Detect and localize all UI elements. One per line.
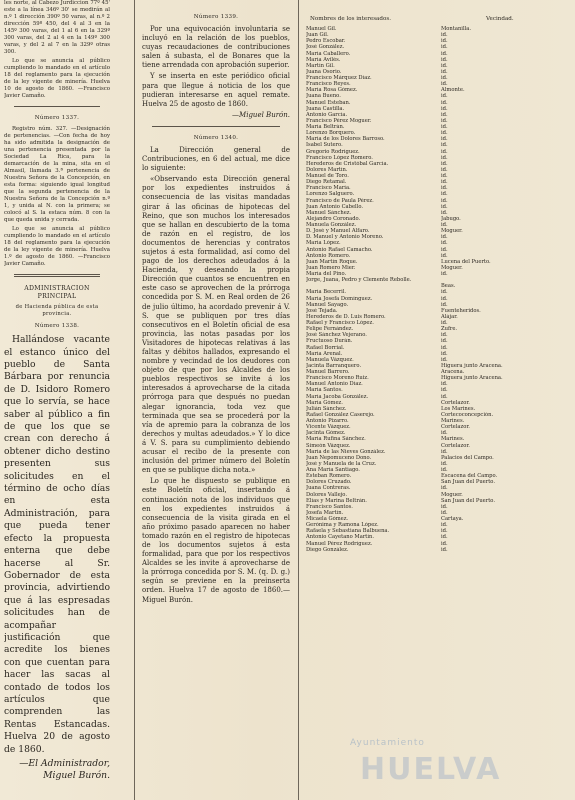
person-name: Martín Gil. [306, 62, 335, 69]
vecindad: id. [441, 467, 448, 473]
vecindad: id. [441, 173, 448, 179]
vecindad: id. [441, 81, 448, 88]
vecindad: id. [441, 68, 448, 75]
person-name: D. José y Manuel Alfaro. [306, 228, 370, 235]
person-name: Francisco Pérez Moguer. [306, 117, 372, 124]
directorate-intro-paragraph: La Dirección general de Contribuciones, en 6 del actual, me dice lo siguiente: [142, 145, 290, 173]
person-name: Diego Retamal. [306, 179, 347, 186]
vecindad: id. [441, 136, 448, 143]
vecindad: id. [441, 509, 448, 516]
person-name: Juana Contreras. [306, 485, 351, 492]
person-name: María Jacoba González. [306, 393, 369, 400]
person-name: Francisco María. [306, 185, 351, 192]
person-name: Micaela Gómez. [306, 516, 349, 522]
person-name: D. Manuel y Antonio Moreno. [306, 234, 384, 241]
vecindad: id. [441, 350, 448, 357]
column-right-list [306, 0, 569, 800]
vecindad: id. [441, 179, 448, 186]
person-name: Antonio Pizarro. [306, 418, 349, 424]
person-name: Antonio Romero. [306, 252, 351, 259]
person-name: María Santos. [306, 387, 343, 394]
vecindad: id. [441, 44, 448, 51]
person-name: Rafael González Caserejo. [306, 411, 375, 418]
person-name: Manuela González. [306, 222, 357, 228]
vecindad: id. [441, 271, 448, 277]
vecindad: id. [441, 503, 448, 510]
vecindad: id. [441, 344, 448, 351]
person-name: Antonio Rafael Camacho. [306, 246, 373, 253]
person-name: Julián Sánchez. [306, 405, 347, 412]
double-divider [14, 274, 100, 277]
person-name: Jorge, Juana, Pedro y Clemente Rebolle. [306, 277, 412, 284]
vecindad: Moguer. [441, 264, 463, 271]
divider-2 [152, 126, 280, 127]
divider [14, 106, 100, 107]
tobacco-shop-vacancy-paragraph: Hallándose vacante el estanco único del pueblo de Santa Bárbara por renuncia de D. Isidoro Romero que lo servía, se hace saber al público a fin de que los que se crean con derecho á obtener dicho destino presenten sus solicitudes en el término de ocho días en esta Administración, para que pueda tener efecto la propuesta enterna que debe hacerse al Sr. Gobernador de esta provincia, advirtiendo que á las espresadas solicitudes han de acompañar justificación que acredite los bienes con que cuentan para hacer las sacas al contado de todos los artículos que comprenden las Rentas Estancadas. Huelva 20 de agosto de 1860. [4, 334, 110, 755]
vecindad: id. [441, 540, 448, 547]
vecindad: id. [441, 356, 448, 363]
vecindad: id. [441, 130, 448, 137]
person-name: Antonio García. [306, 111, 348, 118]
person-name: Dolores Martín. [306, 166, 348, 173]
person-name: Francisco López Romero. [306, 154, 373, 161]
vecindad: id. [441, 185, 448, 192]
person-name: Isabel Sutero. [306, 142, 343, 149]
vecindad: San Juan del Puerto. [441, 497, 495, 504]
vecindad: Montanilla. [441, 26, 472, 32]
person-name: Juan Romero Mier. [306, 264, 356, 271]
person-name: Esteban Romero. [306, 473, 352, 480]
person-name: Gregorio Rodríguez. [306, 148, 360, 155]
person-name: Simeón Vázquez. [306, 442, 351, 449]
person-name: Manuel Antonio Díaz. [306, 381, 363, 388]
vecindad: Jabugo. [441, 215, 461, 222]
vecindad: id. [441, 289, 448, 296]
person-name: María López. [306, 240, 341, 247]
person-name: María Caballero. [306, 50, 351, 57]
person-name: Francisco de Paula Pérez. [306, 197, 374, 204]
vecindad: Higuera junto Aracena. [441, 362, 503, 369]
person-name: Juan Martín Roque. [306, 258, 358, 265]
person-name: Manuel Gil. [306, 26, 337, 32]
vecindad: id. [441, 38, 448, 45]
vecindad: San Juan del Puerto. [441, 479, 495, 486]
person-name: Vicente Vázquez. [306, 424, 351, 431]
person-name: Elías y Marina Beltrán. [306, 497, 367, 504]
vecindad: id. [441, 295, 448, 302]
mine-boundaries-paragraph: les norte, al Cabezo Jurdiccion 77º 45' este a la línea 346º 30' se medirán al n.º 1 dirección 390º 50 varas, al n.º 2 dirección 59º 450, del 4 al 3 en la 145º 300 varas, del 1 al 6 en la 329º 300 varas, del 2 al 4 en la 149º 300 varas, y del 2 al 7 en la 329º otras 300. [4, 0, 110, 55]
table-row [306, 547, 569, 553]
vecindad: id. [441, 393, 448, 400]
notice-number-1338: Número 1338. [34, 323, 80, 330]
vecindad: Cartaya. [441, 516, 464, 522]
section-subheading: de Hacienda pública de esta provincia. [15, 304, 99, 318]
person-name: Alejandro Coronado. [306, 215, 361, 222]
vecindad: id. [441, 209, 448, 216]
person-name: Juan Nepomuceno Dono. [306, 454, 372, 461]
vecindad: Aracena. [441, 369, 465, 375]
person-name: Francisco Moreno Ruiz. [306, 375, 369, 382]
vecindad: id. [441, 148, 448, 155]
vecindad: id. [441, 338, 448, 345]
vecindad: Moguer. [441, 228, 463, 235]
notice-number-1337: Número 1337. [34, 115, 80, 121]
person-name: Rafaela y Sebastiana Balbuena. [306, 528, 390, 535]
vecindad: id. [441, 197, 448, 204]
person-name: María Rufina Sánchez. [306, 436, 366, 443]
vecindad: id. [441, 320, 448, 326]
person-name: María del Pino. [306, 271, 347, 277]
vecindad: Zufre. [441, 326, 458, 333]
person-name: María de los Dolores Barroso. [306, 136, 385, 143]
vecindad: Marines. [441, 418, 465, 424]
person-name: Dolores Cruzado. [306, 479, 352, 486]
vecindad: id. [441, 381, 448, 388]
publication-order-paragraph: Lo que he dispuesto se publique en este Boletín oficial, insertando á continuación nota de los individuos que en los expedientes instruidos á consecuencia de la visita girada en el año próximo pasado aparecen no haber tomado razón en el registro de hipotecas de los documentos sujetos á esta formalidad, para que por los respectivos Alcaldes se les invite á aprovecharse de la prórroga concedida por S. M. (q. D. g.) según se previene en la preinserta orden. Huelva 17 de agosto de 1860.—Miguel Burón. [142, 477, 290, 604]
person-name: Manuel de Toro. [306, 173, 349, 179]
vecindad: id. [441, 99, 448, 106]
person-name: Herederos de Cristóbal García. [306, 160, 389, 167]
person-name: Josefa Martín. [306, 509, 344, 516]
interested-parties-table [306, 26, 569, 553]
vecindad-header: Vecindad. [486, 16, 514, 22]
column-middle [142, 0, 290, 800]
vecindad: Moguer. [441, 491, 463, 498]
person-name: Jacinta Gómez. [306, 430, 346, 437]
person-name: Rafael y Francisco López. [306, 320, 374, 326]
registry-paragraph: Registro núm. 327. —Designación de pertenencias. —Con fecha de hoy ha sido admitida la designación de una pertenencia presentada por la Sociedad La Rica, para la demarcación de la mina, sita en el Almasil, llamada 3.ª pertenencia de Nuestra Señora de la Concepción, en esta forma: siguiendo igual longitud que la segunda pertenencia de la Nuestra Señora de la Concepción n.º 1, y unida al N. con la primera; se colocó al S. la estaca núm. 8 con la que queda unida y cerrada. [4, 126, 110, 223]
person-name: Diego González. [306, 546, 349, 553]
person-name: Lorenzo Salguero. [306, 191, 355, 198]
names-header: Nombres de los interesados. [310, 16, 391, 22]
person-name: María Rosa Gómez. [306, 87, 358, 94]
vecindad: id. [441, 234, 448, 241]
person-name: José González. [306, 44, 345, 51]
watermark-logo-text: HUELVA [360, 752, 502, 787]
vecindad: id. [441, 93, 448, 100]
person-name: Felipe Fernández. [306, 326, 354, 333]
notice-number-1340: Número 1340. [193, 134, 239, 141]
person-name: Francisco Santos. [306, 503, 353, 510]
column-rule [134, 0, 135, 800]
person-name: Juan Gil. [306, 32, 329, 39]
vecindad: Cortelazor. [441, 442, 470, 449]
vecindad: Fuenteheridos. [441, 307, 481, 314]
vecindad: id. [441, 160, 448, 167]
person-name: Manuel Pérez Rodríguez. [306, 540, 373, 547]
vecindad: id. [441, 252, 448, 259]
person-name: José Tejada. [306, 307, 338, 314]
person-name: María Josefa Domínguez. [306, 295, 373, 302]
person-name: Rafael Borrial. [306, 344, 345, 351]
person-name: Fructuoso Durán. [306, 338, 353, 345]
vecindad: id. [441, 528, 448, 535]
vecindad: id. [441, 75, 448, 81]
person-name: Manuel Esteban. [306, 99, 351, 106]
vecindad: Los Marines. [441, 405, 476, 412]
person-name: Gerónima y Ramona López. [306, 522, 379, 529]
announcement-paragraph: Lo que se anuncia al público cumpliendo lo mandado en el artículo 18 del reglamento para la ejecución de la ley vigente de minería. Huelva 10 de agosto de 1860. —Francisco Javier Camaño. [4, 58, 110, 99]
vecindad: id. [441, 240, 448, 247]
vecindad: id. [441, 111, 448, 118]
vecindad: Cortelazor. [441, 424, 470, 431]
person-name: Juana Bueno. [306, 93, 341, 100]
publication-paragraph: Y se inserta en este periódico oficial para que llegue á noticia de los que pudieran interesarse en aquel remate. Huelva 25 de agosto de 1860. [142, 72, 290, 108]
directorate-order-paragraph: «Observando esta Dirección general por los expedientes instruidos á consecuencia de las visitas mandadas girar á las oficinas de hipotecas del Reino, que son muchos los interesados que se hallan en descubierto de la toma de razón en el registro, de los documentos de herencias y contratos sujetos á esta formalidad, así como del pago de los derechos adeudados á la Hacienda, y deseando la propia Dirección que cuantos se encuentren en este caso se aprovechen de la prórroga concedida por S. M. en Real orden de 26 de julio último, ha acordado prevenir á V. S. que se publiquen por tres días consecutivos en el Boletín oficial de esa provincia, las notas pasadas por los Visitadores de hipotecas relativas á las faltas y débitos hallados, expresando el nombre y vecindad de los deudores con objeto de que por los Alcaldes de los pueblos respectivos se invite á los interesados á aprovecharse de la citada prórroga para que después no puedan alegar ignorancia, toda vez que terminada que sea se procederá por la vía de apremio para la cobranza de los derechos y multas adeudados.» Y lo dice á V. S. para su cumplimiento debiendo acusar el recibo de la presente con inclusión del primer número del Boletín en que se publique dicha nota.» [142, 175, 290, 475]
vecindad: id. [441, 387, 448, 394]
vecindad: id. [441, 430, 448, 437]
announcement-paragraph-2: Lo que se anuncia al público cumpliendo lo mandado en el artículo 18 del reglamento para la ejecución de la ley vigente de minería. Huelva 1.º de agosto de 1860. —Francisco Javier Camaño. [4, 226, 110, 267]
vecindad: id. [441, 546, 448, 553]
column-left [4, 0, 110, 800]
vecindad: id. [441, 203, 448, 210]
person-name: Manuel Barrero. [306, 369, 350, 375]
person-name: Juana Osorio. [306, 68, 342, 75]
person-name: José y Manuela de la Cruz. [306, 460, 377, 467]
vecindad: Escacena del Campo. [441, 473, 498, 480]
vecindad: Marines. [441, 436, 465, 443]
person-name: Manuel Sayago. [306, 301, 349, 308]
person-name: Herederos de D. Luis Romero. [306, 313, 386, 320]
vecindad: id. [441, 460, 448, 467]
person-name: María Arenal. [306, 350, 343, 357]
bonares-correction-paragraph: Por una equivocación involuntaria se incluyó en la relación de los pueblos, cuyas recaudaciones de contribuciones salen á subasta, el de Bonares que la tiene arrendada con aprobación superior. [142, 25, 290, 70]
vecindad: id. [441, 448, 448, 455]
vecindad: id. [441, 142, 448, 149]
person-name: María Gómez. [306, 399, 343, 406]
vecindad: Beas. [441, 283, 456, 290]
vecindad: id. [441, 222, 448, 228]
vecindad: id. [441, 191, 448, 198]
person-name: Manuel Sánchez. [306, 209, 352, 216]
signature: —El Administrador, Miguel Burón. [19, 758, 110, 782]
vecindad: Cortelazor. [441, 399, 470, 406]
vecindad: id. [441, 105, 448, 112]
vecindad: Alájar. [441, 313, 458, 320]
notice-number-1339: Número 1339. [193, 14, 239, 20]
person-name: Francisco Reyes. [306, 81, 351, 88]
person-name: Pedro Escobar. [306, 38, 346, 45]
signature-2: —Miguel Burón. [232, 110, 290, 119]
person-name: Antonio Cayetano Martín. [306, 534, 375, 541]
vecindad: id. [441, 56, 448, 63]
person-name: Dolores Vallejo. [306, 491, 347, 498]
section-heading: ADMINISTRACION PRINCIPAL [24, 285, 90, 300]
vecindad: id. [441, 485, 448, 492]
person-name: Juan Antonio Cabello. [306, 203, 364, 210]
vecindad: id. [441, 117, 448, 124]
vecindad: id. [441, 301, 448, 308]
vecindad: Palacios del Campo. [441, 454, 494, 461]
vecindad: id. [441, 154, 448, 161]
vecindad: Higuera junto Aracena. [441, 375, 503, 382]
person-name: José Sánchez Vejerano. [306, 332, 367, 339]
column-rule-2 [298, 0, 299, 800]
person-name: Jacinta Barranquero. [306, 362, 362, 369]
person-name: María de las Nieves González. [306, 448, 386, 455]
list-header [306, 16, 569, 23]
person-name: Francisco Márquez Díaz. [306, 75, 372, 81]
person-name: Ana María Santiago. [306, 467, 360, 473]
vecindad: id. [441, 50, 448, 57]
vecindad: id. [441, 62, 448, 69]
person-name: María Beltrán. [306, 124, 345, 130]
person-name: María Becerril. [306, 289, 347, 296]
person-name: Juana Castilla. [306, 105, 345, 112]
person-name: Lorenzo Borquero. [306, 130, 356, 137]
vecindad: Cortecoconcepción. [441, 411, 494, 418]
vecindad: id. [441, 32, 448, 39]
vecindad: Lucena del Puerto. [441, 258, 491, 265]
vecindad: id. [441, 534, 448, 541]
vecindad: Almonte. [441, 87, 465, 94]
vecindad: id. [441, 166, 448, 173]
vecindad: id. [441, 522, 448, 529]
person-name: Manuela Vázquez. [306, 356, 354, 363]
watermark-text: Ayuntamiento [350, 738, 425, 748]
person-name: María Avilés. [306, 56, 341, 63]
vecindad: id. [441, 332, 448, 339]
vecindad: id. [441, 246, 448, 253]
vecindad: id. [441, 124, 448, 130]
